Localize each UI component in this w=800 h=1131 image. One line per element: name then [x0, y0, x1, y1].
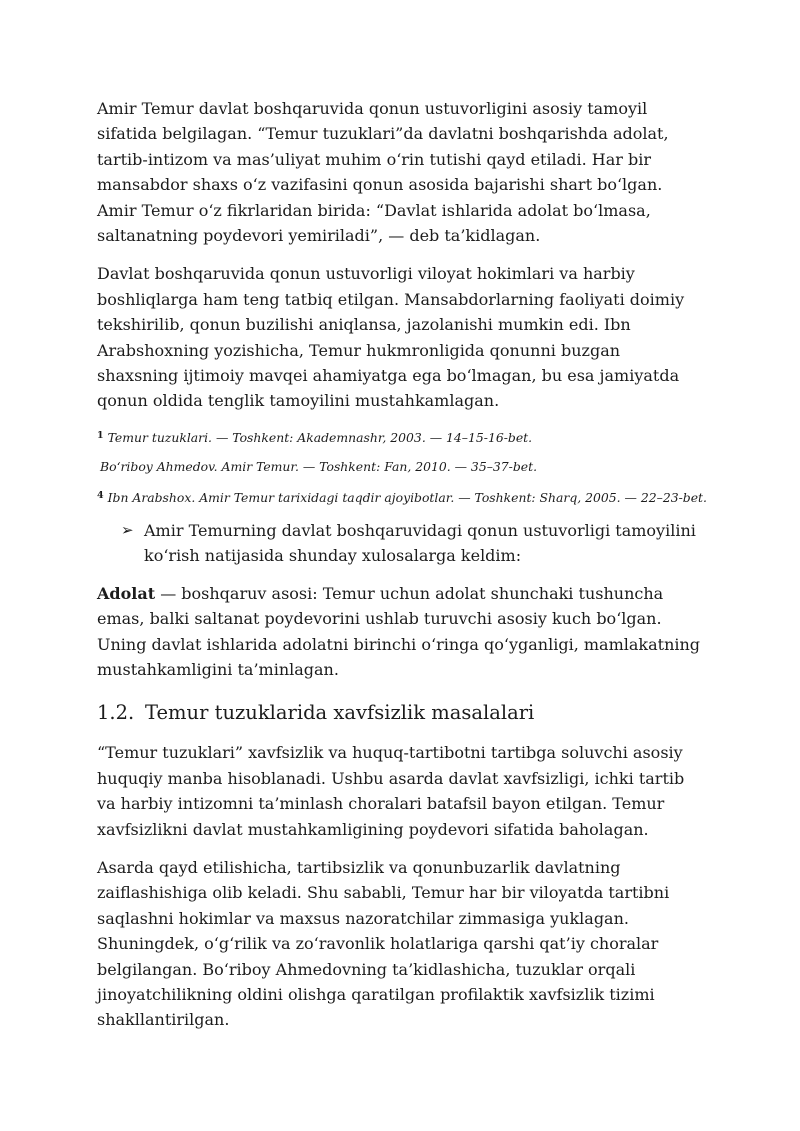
- adolat-text: — boshqaruv asosi: Temur uchun adolat shunchaki tushuncha emas, balki saltanat poydevorini ushlab turuvchi asosiy kuch bo‘lgan. Uning davlat ishlarida adolatni birinchi o‘ringa qo‘yganligi, mamlakatning mustahkamligini ta’minlagan.: [97, 583, 701, 679]
- paragraph-security-source: “Temur tuzuklari” xavfsizlik va huquq-tartibotni tartibga soluvchi asosiy huquqiy manba hisoblanadi. Ushbu asarda davlat xavfsizligi, ichki tartib va harbiy intizomni ta’minlash choralari batafsil bayon etilgan. Temur xavfsizlikni davlat mustahkamligining poydevori sifatida baholagan.: [97, 743, 685, 839]
- footnote-text: Ibn Arabshox. Amir Temur tarixidagi taqdir ajoyibotlar. — Toshkent: Sharq, 2005. — 22–23-bet.: [107, 489, 707, 505]
- footnotes: [97, 427, 707, 506]
- footnote-text: Temur tuzuklari. — Toshkent: Akademnashr, 2003. — 14–15-16-bet.: [107, 429, 533, 445]
- adolat-term: Adolat: [97, 583, 156, 603]
- section-number: 1.2.: [97, 701, 135, 725]
- section-heading: [97, 700, 704, 726]
- conclusion-text: Amir Temurning davlat boshqaruvidagi qonun ustuvorligi tamoyilini ko‘rish natijasida shunday xulosalarga keldim:: [144, 520, 696, 566]
- arrow-bullet-icon: ➢: [121, 520, 134, 539]
- section-title: Temur tuzuklarida xavfsizlik masalalari: [145, 701, 535, 725]
- paragraph-equality-before-law: Davlat boshqaruvida qonun ustuvorligi viloyat hokimlari va harbiy boshliqlarga ham teng tatbiq etilgan. Mansabdorlarning faoliyati doimiy tekshirilib, qonun buzilishi aniqlansa, jazolanishi mumkin edi. Ibn Arabshoxning yozishicha, Temur hukmronligida qonunni buzgan shaxsning ijtimoiy mavqei ahamiyatga ega bo‘lmagan, bu esa jamiyatda qonun oldida tenglik tamoyilini mustahkamlagan.: [97, 264, 685, 411]
- footnote-mark: 4: [97, 489, 104, 501]
- footnote-1: [97, 427, 704, 446]
- paragraph-adolat: [97, 581, 704, 683]
- footnote-text: Bo‘riboy Ahmedov. Amir Temur. — Toshkent: Fan, 2010. — 35–37-bet.: [100, 458, 538, 474]
- paragraph-security-measures: Asarda qayd etilishicha, tartibsizlik va qonunbuzarlik davlatning zaiflashishiga olib keladi. Shu sababli, Temur har bir viloyatda tartibni saqlashni hokimlar va maxsus nazoratchilar zimmasiga yuklagan. Shuningdek, o‘g‘rilik va zo‘ravonlik holatlariga qarshi qat’iy choralar belgilangan. Bo‘riboy Ahmedovning ta’kidlashicha, tuzuklar orqali jinoyatchilikning oldini olishga qaratilgan profilaktik xavfsizlik tizimi shakllantirilgan.: [97, 857, 670, 1030]
- footnote-2: [97, 458, 704, 475]
- paragraph-rule-of-law: Amir Temur davlat boshqaruvida qonun ustuvorligini asosiy tamoyil sifatida belgilagan. “Temur tuzuklari”da davlatni boshqarishda adolat, tartib-intizom va mas’uliyat muhim o‘rin tutishi qayd etiladi. Har bir mansabdor shaxs o‘z vazifasini qonun asosida bajarishi shart bo‘lgan. Amir Temur o‘z fikrlaridan birida: “Davlat ishlarida adolat bo‘lmasa, saltanatning poydevori yemiriladi”, — deb ta’kidlagan.: [97, 99, 669, 246]
- footnote-4: [97, 487, 707, 506]
- conclusion-list-item: [97, 518, 704, 569]
- footnote-mark: 1: [97, 429, 104, 441]
